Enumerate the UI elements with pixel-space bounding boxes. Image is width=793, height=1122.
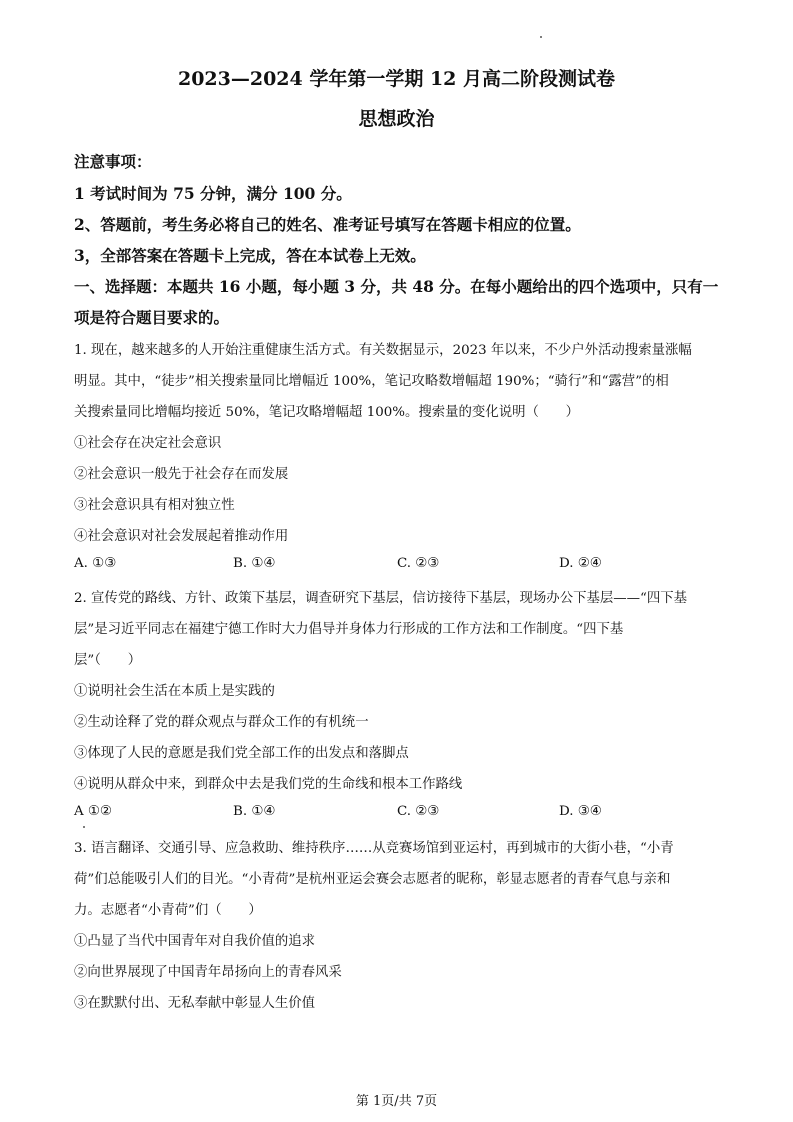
question-2-statement: ③体现了人民的意愿是我们党全部工作的出发点和落脚点 [74,746,409,761]
question-1-stem-line: 明显。其中，“徒步”相关搜索量同比增幅近 100%，笔记攻略数增幅超 190%；“骑行”和“露营”的相 [74,374,669,389]
question-3-stem-line: 力。志愿者“小青荷”们（ ） [74,903,262,918]
question-1-choice-c: C. ②③ [397,556,440,571]
notice-heading: 注意事项： [74,152,152,171]
notice-item: 2、答题前，考生务必将自己的姓名、准考证号填写在答题卡相应的位置。 [74,215,581,234]
exam-title: 2023—2024 学年第一学期 12 月高二阶段测试卷 [177,68,616,90]
question-2-statement: ②生动诠释了党的群众观点与群众工作的有机统一 [74,715,369,730]
question-1-statement: ①社会存在决定社会意识 [74,436,222,451]
notice-item: 3，全部答案在答题卡上完成，答在本试卷上无效。 [74,246,426,265]
question-1-statement: ③社会意识具有相对独立性 [74,498,235,513]
question-1-stem-line: 1. 现在，越来越多的人开始注重健康生活方式。有关数据显示，2023 年以来，不少户外活动搜索量涨幅 [74,343,692,358]
question-2-statement: ①说明社会生活在本质上是实践的 [74,684,275,699]
question-1-statement: ④社会意识对社会发展起着推动作用 [74,529,289,544]
question-3-statement: ③在默默付出、无私奉献中彰显人生价值 [74,996,316,1011]
section-heading-line: 一、选择题：本题共 16 小题，每小题 3 分，共 48 分。在每小题给出的四个选项中，只有一 [74,277,719,296]
question-2-stem-line: 层”（ ） [74,653,142,668]
question-2-statement: ④说明从群众中来，到群众中去是我们党的生命线和根本工作路线 [74,777,463,792]
question-2-choice-a: A ①② [74,804,112,819]
question-1-choice-a: A. ①③ [74,556,117,571]
question-1-stem-line: 关搜索量同比增幅均接近 50%，笔记攻略增幅超 100%。搜索量的变化说明（ ） [74,405,580,420]
question-2-stem-line: 层”是习近平同志在福建宁德工作时大力倡导并身体力行形成的工作方法和工作制度。“四下基 [74,622,624,637]
question-3-statement: ①凸显了当代中国青年对自我价值的追求 [74,934,316,949]
question-3-stem-line: 荷”们总能吸引人们的目光。“小青荷”是杭州亚运会赛会志愿者的昵称，彰显志愿者的青春气息与亲和 [74,872,671,887]
scan-speck [83,826,85,828]
question-1-choice-d: D. ②④ [559,556,602,571]
question-1-statement: ②社会意识一般先于社会存在而发展 [74,467,289,482]
question-3-statement: ②向世界展现了中国青年昂扬向上的青春风采 [74,965,342,980]
section-heading-line: 项是符合题目要求的。 [74,308,230,327]
subject-title: 思想政治 [358,108,435,130]
question-3-stem-line: 3. 语言翻译、交通引导、应急救助、维持秩序……从竞赛场馆到亚运村，再到城市的大街小巷，“小青 [74,841,674,856]
notice-item: 1 考试时间为 75 分钟，满分 100 分。 [74,184,352,203]
question-2-choice-b: B. ①④ [233,804,276,819]
question-2-choice-c: C. ②③ [397,804,440,819]
scan-speck [540,36,542,38]
question-1-choice-b: B. ①④ [233,556,276,571]
page-number: 第 1页/共 7页 [355,1094,438,1109]
question-2-choice-d: D. ③④ [559,804,602,819]
question-2-stem-line: 2. 宣传党的路线、方针、政策下基层，调查研究下基层，信访接待下基层，现场办公下基层——“四下基 [74,591,688,606]
